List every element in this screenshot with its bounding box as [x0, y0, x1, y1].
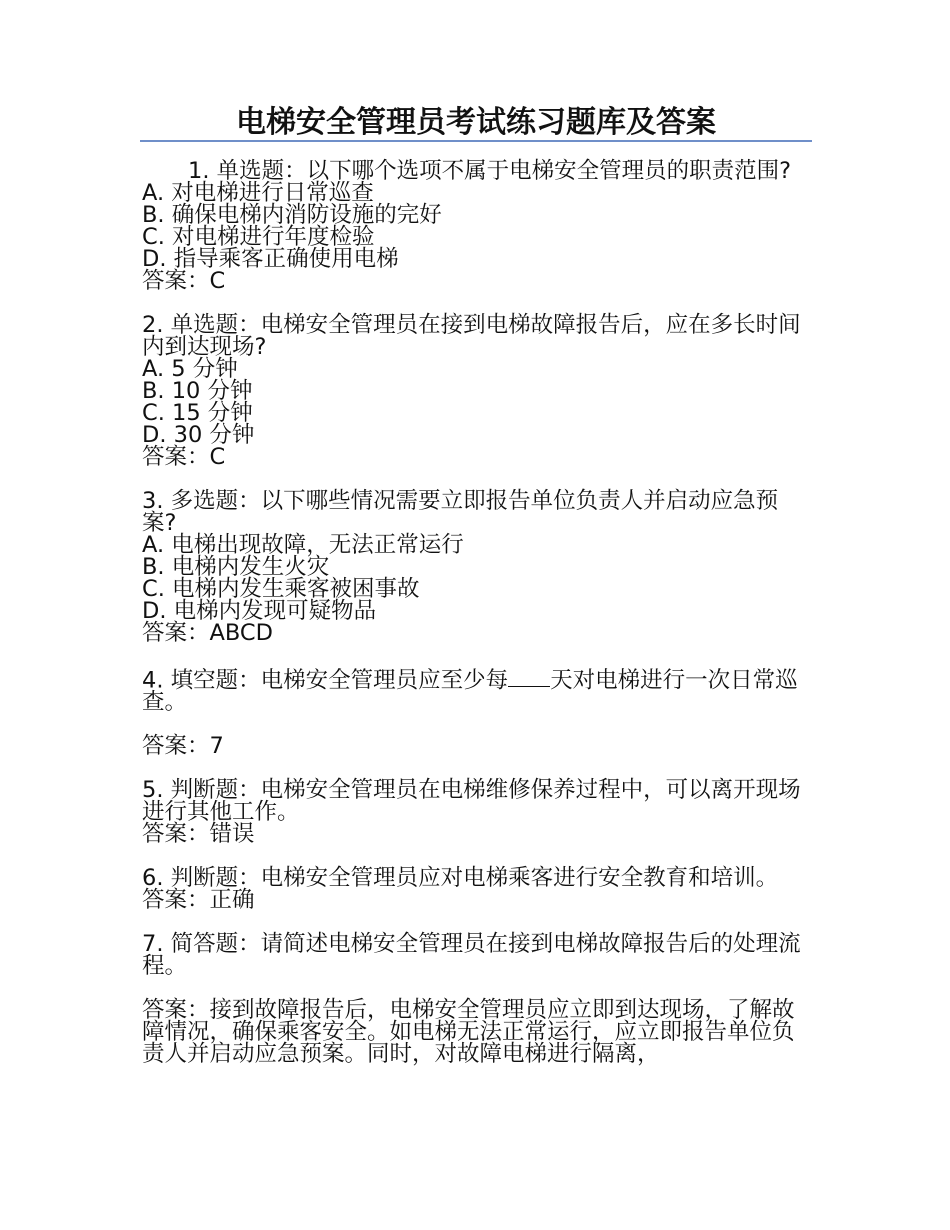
question-option: B. 10 分钟: [142, 378, 253, 404]
question-answer: 答案：接到故障报告后，电梯安全管理员应立即到达现场，了解故障情况，确保乘客安全。如电梯无法正常运行，应立即报告单位负责人并启动应急预案。同时，对故障电梯进行隔离，: [142, 997, 795, 1068]
question-list: [142, 158, 810, 1068]
question-stem: 5. 判断题：电梯安全管理员在电梯维修保养过程中，可以离开现场进行其他工作。: [142, 777, 801, 826]
question-stem: 2. 单选题：电梯安全管理员在接到电梯故障报告后，应在多长时间内到达现场?: [142, 312, 801, 360]
question-stem: 6. 判断题：电梯安全管理员应对电梯乘客进行安全教育和培训。: [142, 865, 779, 892]
question-option: D. 30 分钟: [142, 422, 255, 448]
question-option: C. 电梯内发生乘客被困事故: [142, 576, 420, 602]
question-answer: 答案：7: [142, 733, 224, 760]
stem-part-after: 天对电梯进行一次日常巡查。: [142, 667, 798, 716]
question-3: [142, 490, 810, 644]
question-stem: 1. 单选题：以下哪个选项不属于电梯安全管理员的职责范围?: [188, 158, 792, 184]
question-4: [142, 666, 810, 760]
question-option: B. 确保电梯内消防设施的完好: [142, 202, 442, 228]
title-underline: [140, 140, 812, 142]
question-option: D. 电梯内发现可疑物品: [142, 598, 377, 624]
question-option: C. 15 分钟: [142, 400, 253, 426]
question-option: D. 指导乘客正确使用电梯: [142, 246, 399, 272]
question-answer: 答案：正确: [142, 887, 255, 914]
question-2: [142, 314, 810, 468]
question-stem: 3. 多选题：以下哪些情况需要立即报告单位负责人并启动应急预案?: [142, 488, 779, 536]
stem-part-before: 4. 填空题：电梯安全管理员应至少每: [142, 667, 509, 694]
question-option: A. 5 分钟: [142, 356, 238, 382]
document-title: 电梯安全管理员考试练习题库及答案: [236, 105, 716, 140]
question-option: A. 电梯出现故障，无法正常运行: [142, 532, 464, 558]
question-option: A. 对电梯进行日常巡查: [142, 180, 374, 206]
question-stem: 7. 简答题：请简述电梯安全管理员在接到电梯故障报告后的处理流程。: [142, 931, 801, 980]
question-option: B. 电梯内发生火灾: [142, 554, 330, 580]
question-answer: 答案：C: [142, 444, 226, 470]
question-7: [142, 931, 810, 1068]
question-1: [142, 160, 810, 292]
question-5: [142, 777, 810, 848]
question-6: [142, 865, 810, 914]
question-answer: 答案：ABCD: [142, 620, 273, 646]
question-answer: 答案：错误: [142, 821, 255, 848]
fill-blank: [508, 666, 550, 687]
question-stem: [142, 666, 810, 716]
question-option: C. 对电梯进行年度检验: [142, 224, 375, 250]
question-answer: 答案：C: [142, 268, 226, 294]
